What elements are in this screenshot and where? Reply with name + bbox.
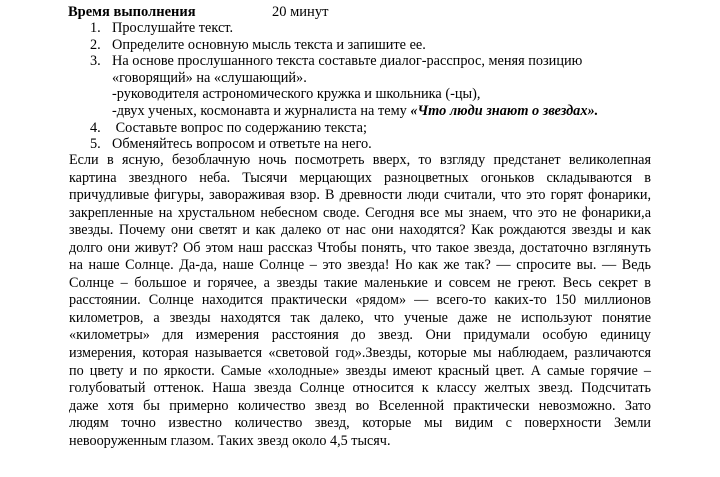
task-text: На основе прослушанного текста составьте диалог-расспрос, меняя позицию: [112, 53, 583, 70]
text-line: причудливые фигуры, завораживая взор. В древности люди считали, что это горят фонарики,: [69, 187, 651, 204]
task-text: Определите основную мысль текста и запишите ее.: [112, 36, 426, 53]
text-line: картина звездного неба. Тысячи мерцающих разноцветных огоньков складываются в: [69, 169, 651, 186]
task-item: [70, 136, 710, 153]
text-line: закрепленные на хрустальном небесном своде. Сегодня все мы знаем, что это не фонарики,а: [69, 204, 651, 221]
task-subtext: «говорящий» на «слушающий».: [112, 69, 307, 86]
task-subtext: -руководителя астрономического кружка и школьника (-цы),: [112, 86, 481, 103]
text-line: невооруженным глазом. Таких звезд около 4,5 тысяч.: [69, 432, 391, 449]
text-line: долго они живут? Об этом наш рассказ Чтобы понять, что такое звезда, достаточно взглянуть: [69, 239, 651, 256]
task-number: 2.: [90, 36, 101, 53]
task-text: Прослушайте текст.: [112, 20, 234, 36]
task-list: [70, 20, 710, 153]
text-line: расстоянии. Солнце находится практически «рядом» — всего-то каких-то 150 миллионов: [69, 292, 651, 309]
text-line: звезды. Почему они светят и как далеко от нас они находятся? Как рождаются звезды и как: [69, 222, 651, 239]
text-line: даже хотя бы примерно количество звезд во Вселенной практически невозможно. Зато: [69, 397, 651, 414]
text-line: на наше Солнце. Да-да, наше Солнце – это звезда! Но как же так? — спросите вы. — Ведь: [69, 257, 651, 274]
text-line: по цвету и по яркости. Самые «холодные» звезды имеют красный цвет. А самые горячие –: [69, 362, 651, 379]
text-line: людям точно известно количество звезд, которые мы видим с поверхности Земли: [69, 415, 651, 432]
task-subline: [70, 103, 710, 120]
text-line: Если в ясную, безоблачную ночь посмотреть вверх, то взгляду предстанет великолепная: [69, 152, 651, 168]
task-number: 3.: [90, 53, 101, 70]
text-line: «километры» для измерения расстояния до звезд. Они придумали особую единицу: [69, 327, 651, 344]
task-text: Составьте вопрос по содержанию текста;: [112, 119, 367, 136]
text-line: Солнце – большое и горячее, а звезды такие маленькие и совсем не греют. Весь секрет в: [69, 274, 651, 291]
task-item: [70, 53, 710, 70]
time-duration: 20 минут: [272, 4, 329, 20]
task-subtext: -двух ученых, космонавта и журналиста на тему: [112, 102, 411, 119]
task-subline: [70, 86, 710, 103]
text-line: измерения, которая называется «световой год».Звезды, которые мы наблюдаем, различаются: [69, 345, 651, 362]
task-number: 5.: [90, 136, 101, 153]
task-item: [70, 120, 710, 137]
task-text: Обменяйтесь вопросом и ответьте на него.: [112, 136, 372, 153]
text-line: голубоватый оттенок. Наша звезда Солнце относится к классу желтых звезд. Подсчитать: [69, 380, 651, 397]
header: [68, 3, 329, 21]
reading-text: [69, 152, 651, 450]
dialog-topic: «Что люди знают о звездах».: [410, 102, 599, 119]
task-number: 4.: [90, 119, 101, 136]
time-label: Время выполнения: [68, 4, 196, 20]
task-item: [70, 37, 710, 54]
text-line: километров, а звезды находятся так далеко, что ученые даже не используют понятие: [69, 309, 651, 326]
task-number: 1.: [90, 20, 101, 36]
task-subline: [70, 70, 710, 87]
task-item: [70, 20, 710, 37]
